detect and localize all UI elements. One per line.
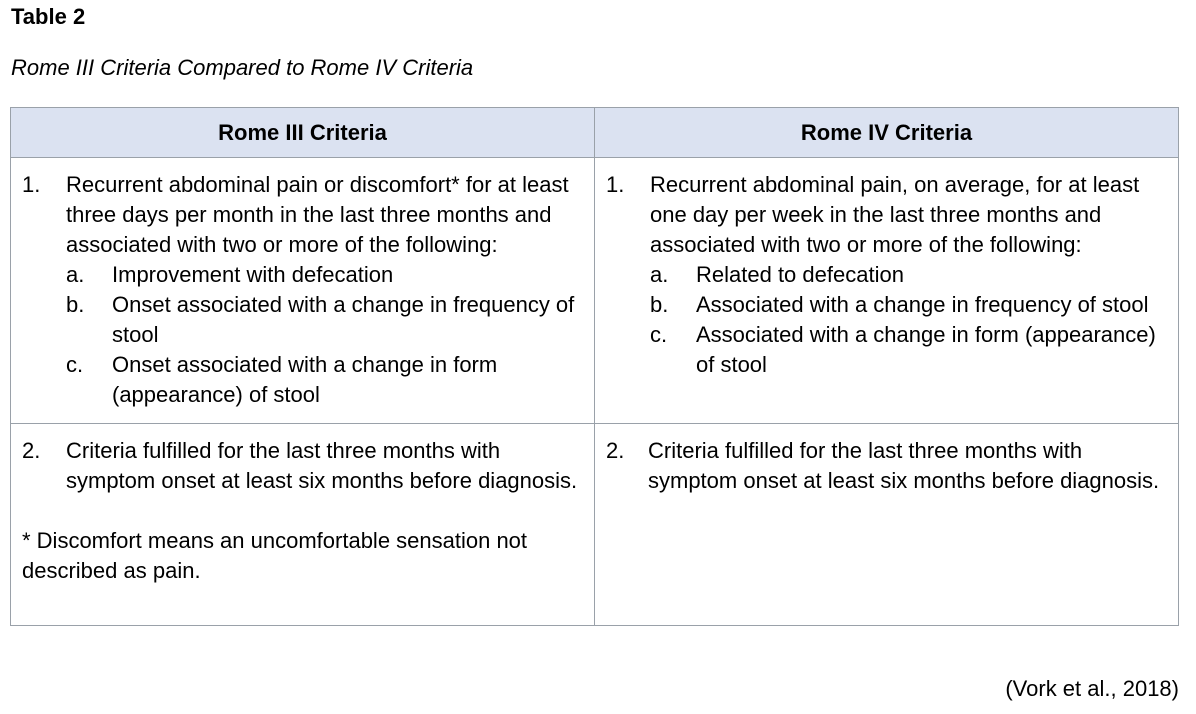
item-text: Recurrent abdominal pain or discomfort* for at least three days per month in the last three months and associated with two or more of the following: <box>66 172 569 257</box>
list-item <box>66 350 584 410</box>
header-row <box>11 108 1179 158</box>
table-row <box>11 424 1179 626</box>
sub-letter: c. <box>650 322 668 347</box>
list-item <box>650 260 1168 290</box>
rome-iv-item-2-cell <box>595 424 1179 626</box>
list-item <box>650 320 1168 380</box>
rome-iv-item-2 <box>606 436 1168 496</box>
header-rome-iii: Rome III Criteria <box>11 108 595 158</box>
table-label: Table 2 <box>11 4 86 29</box>
footnote: * Discomfort means an uncomfortable sensation not described as pain. <box>22 528 528 583</box>
rome-iii-item-1-cell <box>11 158 595 424</box>
header-rome-iv: Rome IV Criteria <box>595 108 1179 158</box>
criteria-table <box>10 107 1179 626</box>
rome-iii-item-1 <box>22 170 584 260</box>
rome-iii-item-2 <box>22 436 584 496</box>
sub-letter: c. <box>66 352 84 377</box>
item-text: Recurrent abdominal pain, on average, for at least one day per week in the last three months and associated with two or more of the following: <box>650 172 1140 257</box>
table-row <box>11 158 1179 424</box>
sub-text: Onset associated with a change in frequency of stool <box>112 292 575 347</box>
sub-text: Associated with a change in form (appearance) of stool <box>696 322 1156 377</box>
table-title: Rome III Criteria Compared to Rome IV Criteria <box>11 55 474 80</box>
sub-letter: a. <box>650 262 669 287</box>
citation: (Vork et al., 2018) <box>1005 676 1179 701</box>
item-number: 2. <box>606 438 625 463</box>
item-number: 2. <box>22 438 41 463</box>
item-text: Criteria fulfilled for the last three months with symptom onset at least six months before diagnosis. <box>648 438 1160 493</box>
list-item <box>650 290 1168 320</box>
sub-letter: b. <box>66 292 85 317</box>
rome-iv-item-1 <box>606 170 1168 260</box>
rome-iv-item-1-cell <box>595 158 1179 424</box>
sub-letter: b. <box>650 292 669 317</box>
sub-text: Improvement with defecation <box>112 262 394 287</box>
list-item <box>66 260 584 290</box>
sub-letter: a. <box>66 262 85 287</box>
sub-text: Related to defecation <box>696 262 904 287</box>
list-item <box>66 290 584 350</box>
rome-iii-item-2-cell <box>11 424 595 626</box>
item-number: 1. <box>22 172 41 197</box>
item-number: 1. <box>606 172 625 197</box>
sub-text: Associated with a change in frequency of stool <box>696 292 1149 317</box>
sub-text: Onset associated with a change in form (appearance) of stool <box>112 352 498 407</box>
item-text: Criteria fulfilled for the last three months with symptom onset at least six months before diagnosis. <box>66 438 578 493</box>
